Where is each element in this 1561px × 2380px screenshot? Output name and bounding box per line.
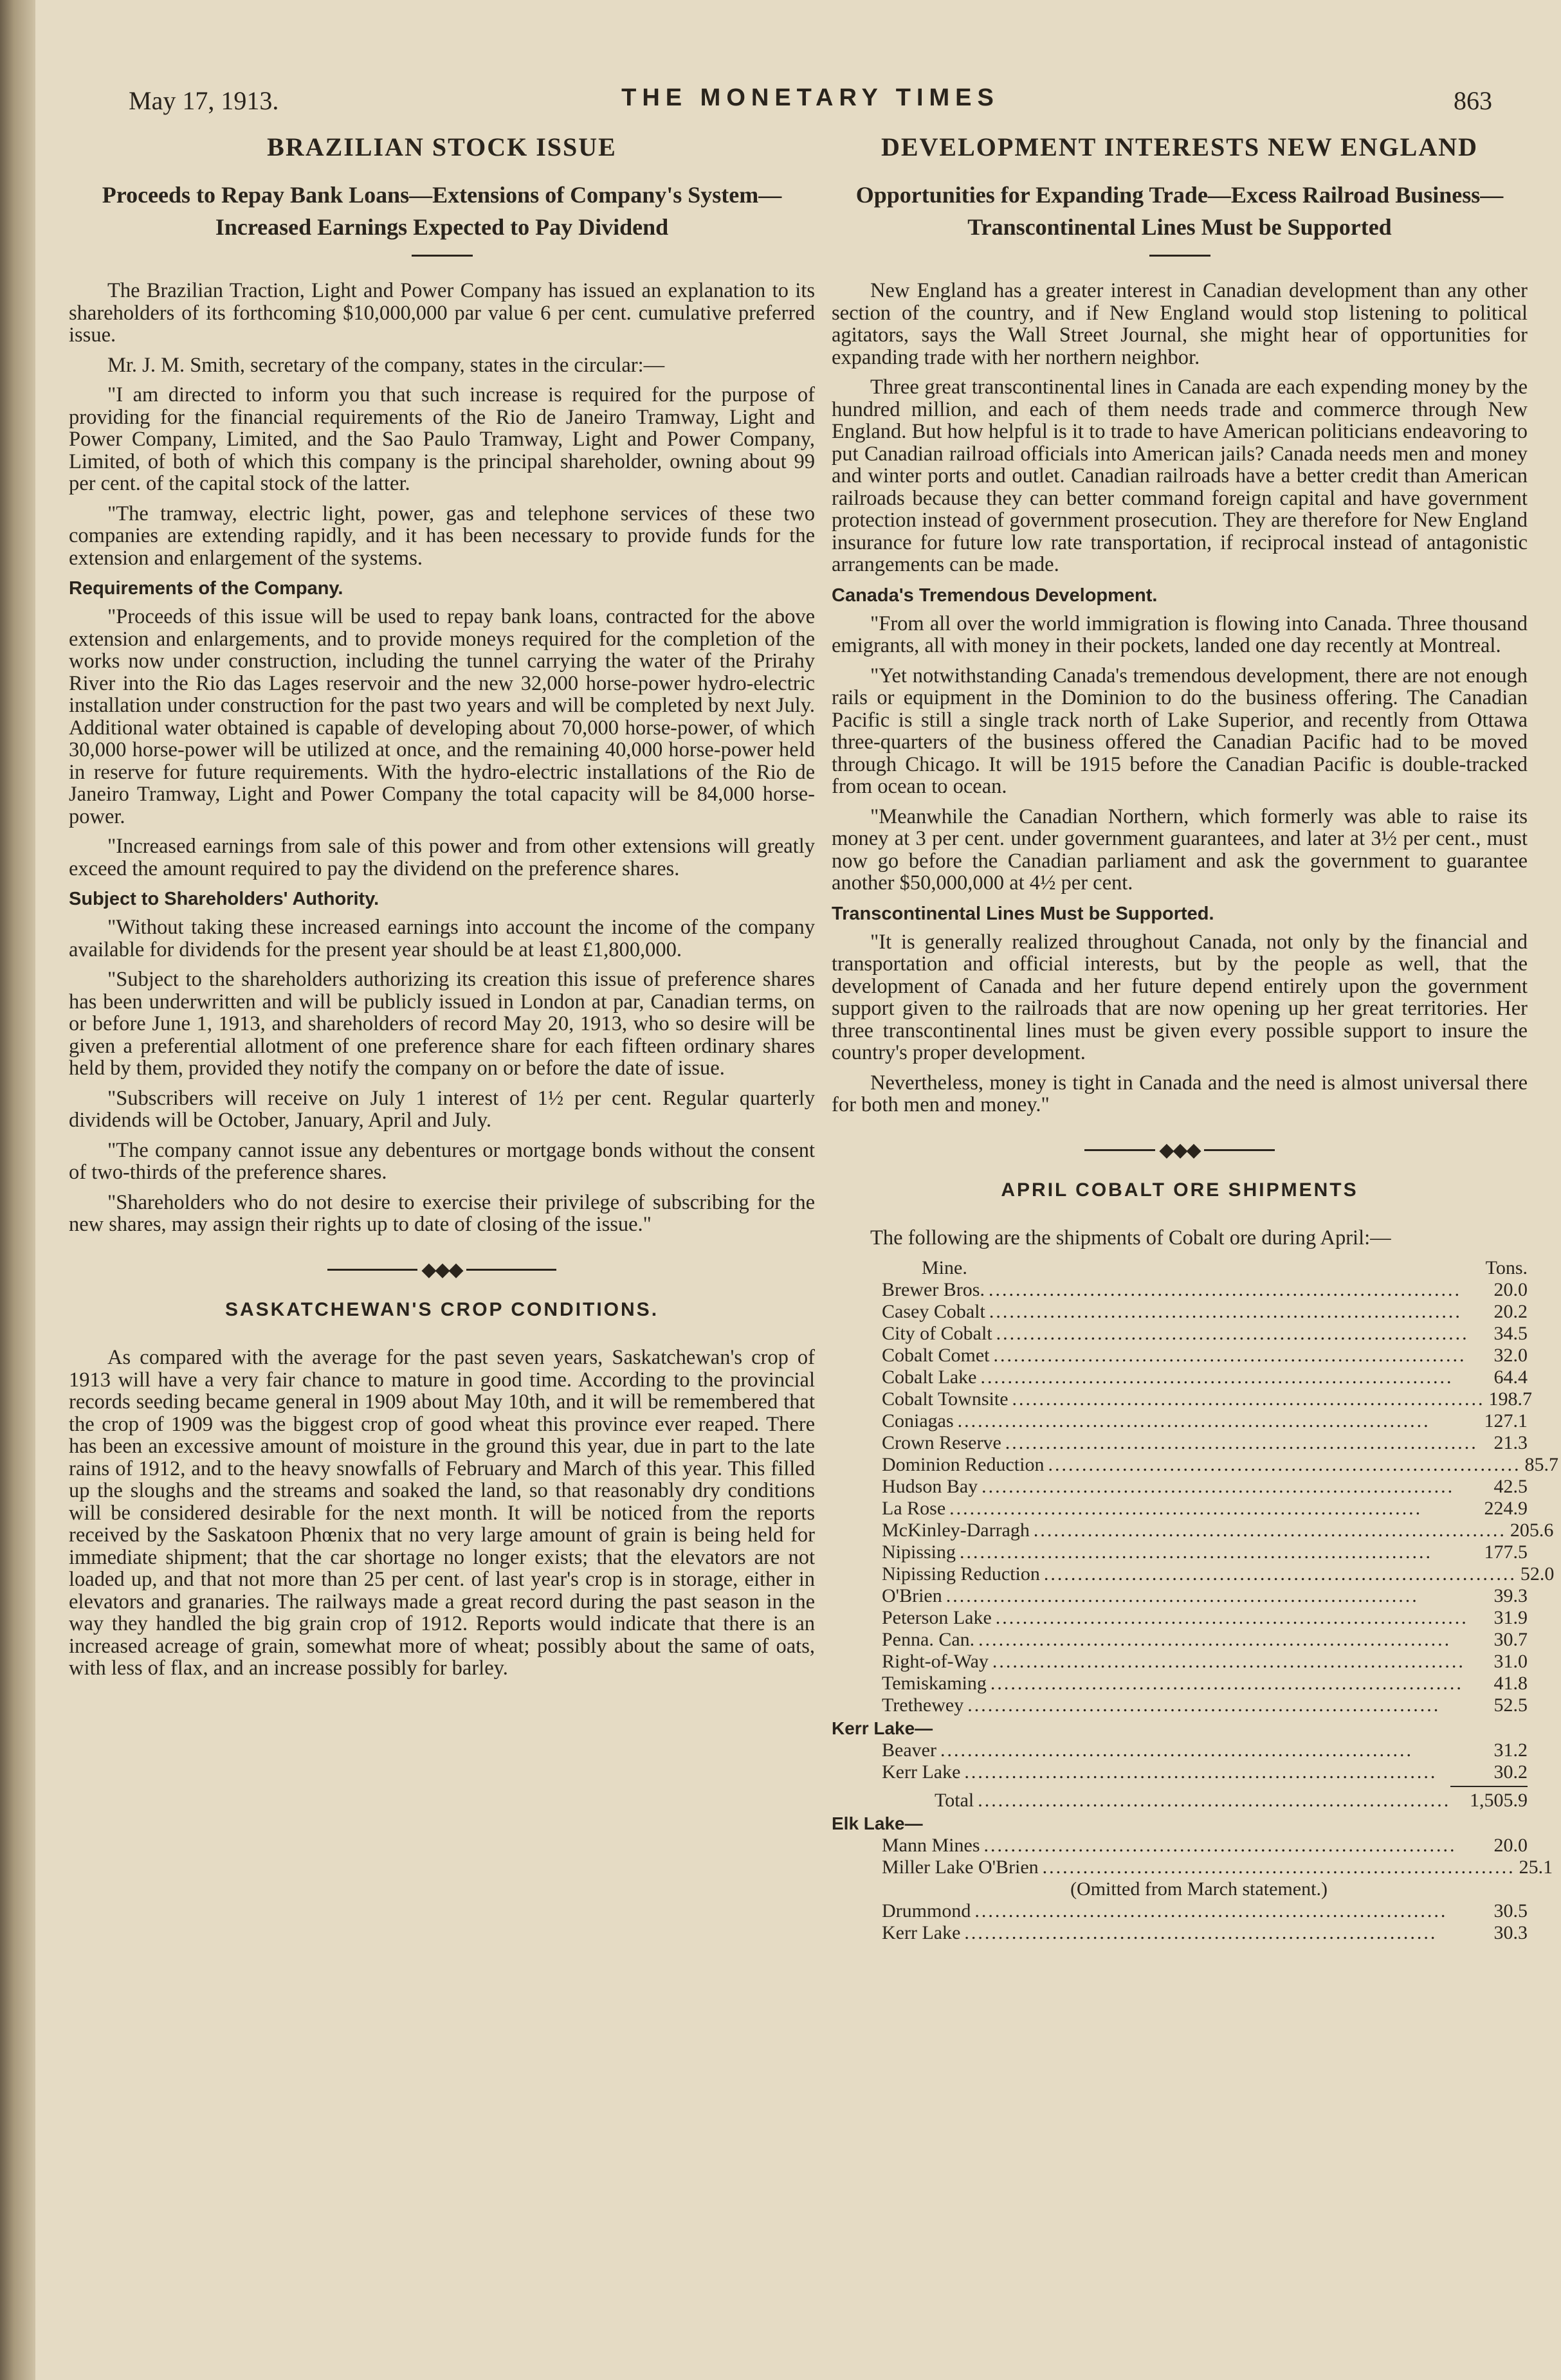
- leader-dots: ......................................................................: [1012, 1388, 1485, 1410]
- table-row: [832, 1673, 1528, 1694]
- right-column: [832, 132, 1558, 1944]
- paragraph: "Without taking these increased earnings into account the income of the company available for dividends for the present year should be at least £1,800,000.: [69, 916, 815, 961]
- section-ornament: ◆◆◆: [69, 1258, 815, 1282]
- table-header: [832, 1257, 1528, 1279]
- paragraph: "Shareholders who do not desire to exercise their privilege of subscribing for the new shares, may assign their rights up to date of closing of the issue.": [69, 1190, 815, 1236]
- issue-date: May 17, 1913.: [129, 86, 279, 115]
- tons-value: 85.7: [1524, 1453, 1558, 1475]
- left-column: [69, 132, 815, 1687]
- tons-value: 52.5: [1493, 1694, 1528, 1716]
- mine-name: O'Brien: [882, 1585, 942, 1606]
- leader-dots: ......................................................................: [978, 1789, 1451, 1811]
- table-row: [832, 1323, 1528, 1345]
- leader-dots: ......................................................................: [1042, 1856, 1515, 1878]
- leader-dots: ......................................................................: [995, 1606, 1468, 1628]
- leader-dots: ......................................................................: [992, 1650, 1465, 1672]
- mine-name: Hudson Bay: [882, 1475, 978, 1497]
- table-row: [832, 1651, 1528, 1673]
- table-row: [832, 1453, 1558, 1476]
- tons-value: 20.2: [1493, 1300, 1528, 1322]
- leader-dots: ......................................................................: [980, 1366, 1454, 1388]
- table-row: [832, 1345, 1528, 1367]
- paragraph: "Yet notwithstanding Canada's tremendous development, there are not enough rails or equipment in the Dominion to do the business offering. The Canadian Pacific is still a single track north of Lake Superior, and recently from Ottawa three-quarters of the business offered the Canadian Pacific had to be moved through Chicago. It will be 1915 before the Canadian Pacific is double-tracked from ocean to ocean.: [832, 664, 1528, 798]
- table-row: [832, 1541, 1528, 1563]
- total-rule: [1450, 1786, 1528, 1787]
- group-heading: Kerr Lake—: [832, 1718, 933, 1738]
- mine-name: Miller Lake O'Brien: [882, 1856, 1039, 1878]
- total-label: Total: [935, 1789, 974, 1811]
- mine-name: Trethewey: [882, 1694, 964, 1716]
- subheading: Canada's Tremendous Development.: [832, 585, 1158, 606]
- leader-dots: ......................................................................: [1033, 1519, 1506, 1541]
- mine-name: Right-of-Way: [882, 1650, 989, 1672]
- leader-dots: ......................................................................: [945, 1585, 1419, 1606]
- mine-name: Penna. Can.: [882, 1628, 975, 1650]
- page-number: 863: [1454, 86, 1492, 115]
- leader-dots: ......................................................................: [981, 1475, 1455, 1497]
- mine-name: Temiskaming: [882, 1672, 987, 1694]
- table-note: (Omitted from March statement.): [1070, 1878, 1328, 1900]
- mine-name: Cobalt Comet: [882, 1344, 990, 1366]
- leader-dots: ......................................................................: [988, 1278, 1461, 1300]
- mine-name: Mann Mines: [882, 1834, 980, 1856]
- total-row: [832, 1790, 1528, 1812]
- tons-value: 32.0: [1493, 1344, 1528, 1366]
- mine-name: Cobalt Townsite: [882, 1388, 1009, 1410]
- mine-name: Crown Reserve: [882, 1431, 1001, 1453]
- mine-name: Coniagas: [882, 1410, 954, 1431]
- paragraph: "Increased earnings from sale of this power and from other extensions will greatly exceed the amount required to pay the dividend on the preference shares.: [69, 835, 815, 880]
- paragraph: As compared with the average for the past seven years, Saskatchewan's crop of 1913 will have a very fair chance to mature in good time. According to the provincial records seeding became general in 1909 about May 10th, and it will be remembered that the crop of 1909 was the biggest crop of good wheat this province ever reaped. There has been an excessive amount of moisture in the ground this year, due in part to the late rains of 1912, and to the heavy snowfalls of February and March of this year. This filled up the sloughs and the streams and soaked the land, so that reasonably dry conditions will be considered desirable for the next month. It will be noticed from the reports received by the Saskatoon Phœnix that no very large amount of grain is being held for immediate shipment; that the car shortage no longer exists; that the elevators are not loaded up, and that not more than 25 per cent. of last year's crop is in storage, either in elevators and granaries. The railways made a great record during the past season in the way they handled the big grain crop of 1912. Reports would indicate that there is an increased acreage of grain, somewhat more of wheat; possibly about the same of oats, with less of flax, and an increase possibly for barley.: [69, 1346, 815, 1680]
- tons-value: 31.9: [1493, 1606, 1528, 1628]
- leader-dots: ......................................................................: [1005, 1431, 1478, 1453]
- section-ornament: ◆◆◆: [832, 1138, 1528, 1162]
- mine-name: Brewer Bros.: [882, 1278, 985, 1300]
- article-subtitle: Proceeds to Repay Bank Loans—Extensions of Company's System—Increased Earnings Expected to Pay Dividend: [102, 182, 782, 240]
- paragraph: "It is generally realized throughout Canada, not only by the financial and transportation and official interests, but by the people as well, that the development of Canada and her future depend entirely upon the government support given to the railroads that are now opening up her great territories. Her three transcontinental lines must be given every possible support to insure the country's proper development.: [832, 930, 1528, 1064]
- leader-dots: ......................................................................: [990, 1672, 1463, 1694]
- paragraph: "The tramway, electric light, power, gas and telephone services of these two companies are extending rapidly, and it has been necessary to provide funds for the extension and enlargement of the systems.: [69, 502, 815, 570]
- table-row: [832, 1476, 1528, 1498]
- table-row: [832, 1835, 1528, 1857]
- paragraph: The Brazilian Traction, Light and Power Company has issued an explanation to its shareholders of its forthcoming $10,000,000 par value 6 per cent. cumulative preferred issue.: [69, 279, 815, 347]
- title-rule: [1149, 255, 1210, 257]
- mine-name: Kerr Lake: [882, 1921, 961, 1943]
- tons-value: 30.5: [1493, 1900, 1528, 1921]
- running-header: [129, 80, 1492, 119]
- paragraph: New England has a greater interest in Canadian development than any other section of the country, and if New England would stop listening to political agitators, says the Wall Street Journal, she might hear of opportunities for expanding trade with her northern neighbor.: [832, 279, 1528, 369]
- mine-name: City of Cobalt: [882, 1322, 992, 1344]
- mine-name: La Rose: [882, 1497, 946, 1519]
- paragraph: "I am directed to inform you that such increase is required for the purpose of providing for the financial requirements of the Rio de Janeiro Tramway, Light and Power Company, Limited, and the Sao Paulo Tramway, Light and Power Company, Limited, of both of which this company is the principal shareholder, owning about 99 per cent. of the capital stock of the latter.: [69, 383, 815, 495]
- tons-value: 30.2: [1493, 1761, 1528, 1783]
- leader-dots: ......................................................................: [978, 1628, 1452, 1650]
- table-row: [832, 1694, 1528, 1716]
- tons-value: 20.0: [1493, 1278, 1528, 1300]
- mine-name: Drummond: [882, 1900, 971, 1921]
- tons-value: 21.3: [1493, 1431, 1528, 1453]
- table-body: [832, 1278, 1558, 1716]
- paragraph: "Subscribers will receive on July 1 interest of 1½ per cent. Regular quarterly dividends will be October, January, April and July.: [69, 1086, 815, 1132]
- tons-value: 39.3: [1493, 1585, 1528, 1606]
- group-heading: Elk Lake—: [832, 1813, 923, 1833]
- table-row: [832, 1761, 1528, 1783]
- table-body: [832, 1740, 1528, 1783]
- leader-dots: ......................................................................: [1048, 1453, 1521, 1475]
- table-row: [832, 1279, 1528, 1301]
- tons-value: 20.0: [1493, 1834, 1528, 1856]
- article-subtitle: Opportunities for Expanding Trade—Excess Railroad Business—Transcontinental Lines Must be Supported: [855, 182, 1504, 240]
- table-row: [832, 1740, 1528, 1761]
- paragraph: The following are the shipments of Cobalt ore during April:—: [870, 1226, 1391, 1250]
- table-row: [832, 1856, 1553, 1878]
- mine-name: Nipissing Reduction: [882, 1563, 1040, 1585]
- subheading: Requirements of the Company.: [69, 578, 343, 599]
- leader-dots: ......................................................................: [989, 1300, 1462, 1322]
- table-row: [832, 1922, 1528, 1944]
- mine-name: Peterson Lake: [882, 1606, 992, 1628]
- table-row: [832, 1410, 1528, 1432]
- leader-dots: ......................................................................: [964, 1761, 1438, 1783]
- leader-dots: ......................................................................: [960, 1541, 1433, 1563]
- paragraph: Mr. J. M. Smith, secretary of the company, states in the circular:—: [107, 353, 665, 377]
- paragraph: "The company cannot issue any debentures or mortgage bonds without the consent of two-thirds of the preference shares.: [69, 1138, 815, 1184]
- leader-dots: ......................................................................: [993, 1344, 1466, 1366]
- column-header-tons: Tons.: [1485, 1257, 1528, 1278]
- mine-name: Cobalt Lake: [882, 1366, 977, 1388]
- column-header-mine: Mine.: [922, 1257, 967, 1278]
- paragraph: "From all over the world immigration is flowing into Canada. Three thousand emigrants, all with money in their pockets, landed one day recently at Montreal.: [832, 612, 1528, 657]
- mine-name: McKinley-Darragh: [882, 1519, 1030, 1541]
- paragraph: "Subject to the shareholders authorizing its creation this issue of preference shares has been underwritten and will be publicly issued in London at par, Canadian terms, on or before June 1, 1913, and shareholders of record May 20, 1913, who so desire will be given a preferential allotment of one preference share for each fifteen ordinary shares held by them, provided they notify the company on or before the date of issue.: [69, 968, 815, 1080]
- tons-value: 30.3: [1493, 1921, 1528, 1943]
- tons-value: 64.4: [1493, 1366, 1528, 1388]
- paragraph: Nevertheless, money is tight in Canada and the need is almost universal there for both men and money.": [832, 1071, 1528, 1116]
- article-title: APRIL COBALT ORE SHIPMENTS: [1001, 1179, 1358, 1201]
- magazine-page: [35, 0, 1561, 2380]
- article-title: SASKATCHEWAN'S CROP CONDITIONS.: [224, 1299, 659, 1321]
- tons-value: 127.1: [1484, 1410, 1528, 1431]
- tons-value: 52.0: [1520, 1563, 1555, 1585]
- table-row: [832, 1432, 1528, 1454]
- table-row: [832, 1301, 1528, 1323]
- tons-value: 34.5: [1493, 1322, 1528, 1344]
- page-binding: [0, 0, 35, 2380]
- table-row: [832, 1585, 1528, 1607]
- leader-dots: ......................................................................: [957, 1410, 1430, 1431]
- article-title: DEVELOPMENT INTERESTS NEW ENGLAND: [881, 132, 1479, 161]
- cobalt-shipments-table: [832, 1257, 1558, 1944]
- paragraph: "Meanwhile the Canadian Northern, which formerly was able to raise its money at 3 per cent. under government guarantees, and later at 3½ per cent., must now go before the Canadian parliament and ask the government to guarantee another $50,000,000 at 4½ per cent.: [832, 804, 1528, 895]
- paragraph: "Proceeds of this issue will be used to repay bank loans, contracted for the above extension and enlargements, and to provide moneys required for the completion of the works now under construction, including the tunnel carrying the water of the Prirahy River into the Rio das Lages reservoir and the new 32,000 horse-power hydro-electric installation under construction for the past two years and will be completed by next July. Additional water obtained is capable of developing about 70,000 horse-power, of which 30,000 horse-power will be utilized at once, and the remaining 40,000 horse-power held in reserve for future requirements. With the hydro-electric installations of the Rio de Janeiro Tramway, Light and Power Company the total capacity will be 84,000 horse-power.: [69, 605, 815, 828]
- tons-value: 224.9: [1484, 1497, 1528, 1519]
- leader-dots: ......................................................................: [996, 1322, 1469, 1344]
- table-body: [832, 1900, 1528, 1944]
- subheading: Subject to Shareholders' Authority.: [69, 889, 379, 909]
- mine-name: Beaver: [882, 1739, 936, 1761]
- table-body: [832, 1834, 1553, 1878]
- table-row: [832, 1498, 1528, 1520]
- leader-dots: ......................................................................: [974, 1900, 1448, 1921]
- tons-value: 31.2: [1493, 1739, 1528, 1761]
- paragraph: Three great transcontinental lines in Canada are each expending money by the hundred million, and each of them needs trade and commerce through New England. But how helpful is it to trade to have American politicians endeavoring to put Canadian railroad officials into American jails? Canada needs men and money and winter ports and outlet. Canadian railroads have a better credit than American railroads because they can better command foreign capital and have government protection instead of government prosecution. They are therefore for New England insurance for future low rate transportation, if reciprocal instead of antagonistic arrangements can be made.: [832, 376, 1528, 576]
- total-value: 1,505.9: [1470, 1789, 1528, 1811]
- tons-value: 205.6: [1510, 1519, 1554, 1541]
- mine-name: Kerr Lake: [882, 1761, 961, 1783]
- mine-name: Dominion Reduction: [882, 1453, 1045, 1475]
- tons-value: 198.7: [1488, 1388, 1533, 1410]
- table-row: [832, 1629, 1528, 1651]
- table-row: [832, 1367, 1528, 1388]
- leader-dots: ......................................................................: [949, 1497, 1423, 1519]
- title-rule: [412, 255, 473, 257]
- mine-name: Casey Cobalt: [882, 1300, 985, 1322]
- leader-dots: ......................................................................: [983, 1834, 1457, 1856]
- leader-dots: ......................................................................: [1043, 1563, 1517, 1585]
- leader-dots: ......................................................................: [967, 1694, 1441, 1716]
- tons-value: 177.5: [1484, 1541, 1528, 1563]
- table-row: [832, 1388, 1533, 1410]
- leader-dots: ......................................................................: [964, 1921, 1438, 1943]
- mine-name: Nipissing: [882, 1541, 956, 1563]
- tons-value: 30.7: [1493, 1628, 1528, 1650]
- table-row: [832, 1900, 1528, 1922]
- article-title: BRAZILIAN STOCK ISSUE: [267, 132, 617, 161]
- tons-value: 42.5: [1493, 1475, 1528, 1497]
- masthead: THE MONETARY TIMES: [621, 84, 1000, 111]
- tons-value: 25.1: [1519, 1856, 1553, 1878]
- subheading: Transcontinental Lines Must be Supported.: [832, 903, 1214, 924]
- tons-value: 31.0: [1493, 1650, 1528, 1672]
- tons-value: 41.8: [1493, 1672, 1528, 1694]
- table-row: [832, 1563, 1555, 1585]
- table-row: [832, 1607, 1528, 1629]
- table-row: [832, 1519, 1554, 1541]
- leader-dots: ......................................................................: [940, 1739, 1413, 1761]
